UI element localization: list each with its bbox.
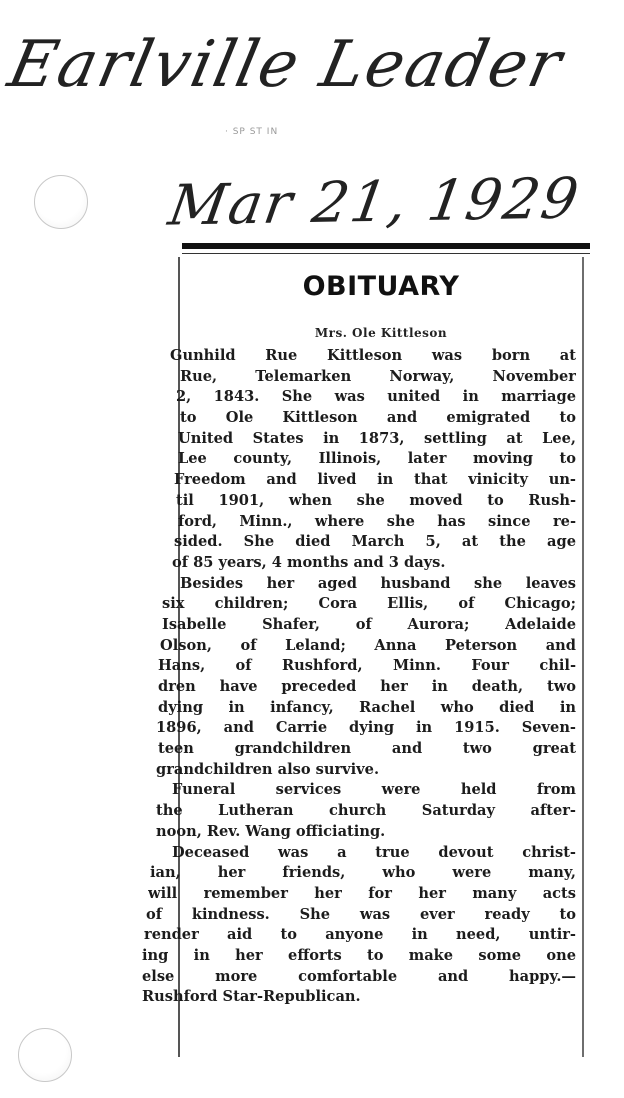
punch-hole-bottom	[18, 1028, 72, 1082]
obituary-line: render aid to anyone in need, untir-	[144, 926, 576, 944]
obituary-line: Funeral services were held from	[172, 781, 576, 799]
obituary-line: to Ole Kittleson and emigrated to	[180, 409, 576, 427]
obituary-line: 2, 1843. She was united in marriage	[176, 388, 576, 406]
obituary-line: of kindness. She was ever ready to	[146, 905, 576, 923]
obituary-line: dren have preceded her in death, two	[158, 678, 576, 695]
obituary-line: dying in infancy, Rachel who died in	[158, 698, 576, 716]
obituary-line: ian, her friends, who were many,	[150, 864, 576, 882]
obituary-body	[142, 346, 582, 1008]
clipping-top-thin-rule	[182, 253, 590, 254]
obituary-line: teen grandchildren and two great	[158, 740, 576, 758]
punch-hole-top	[34, 175, 88, 229]
obituary-line: ing in her efforts to make some one	[142, 946, 576, 964]
obituary-subhead: Mrs. Ole Kittleson	[314, 326, 448, 340]
obituary-line: grandchildren also survive.	[156, 760, 380, 778]
obituary-line: of 85 years, 4 months and 3 days.	[172, 553, 446, 571]
obituary-line: Isabelle Shafer, of Aurora; Adelaide	[162, 615, 576, 633]
obituary-line: Hans, of Rushford, Minn. Four chil-	[158, 657, 576, 675]
obituary-line: Rue, Telemarken Norway, November	[180, 367, 576, 385]
obituary-line: 1896, and Carrie dying in 1915. Seven-	[156, 719, 576, 737]
obituary-line: else more comfortable and happy.—	[142, 967, 576, 985]
obituary-line: Besides her aged husband she leaves	[180, 574, 576, 592]
handwritten-newspaper-name: Earlville Leader	[2, 28, 570, 102]
handwritten-date: Mar 21, 1929	[164, 166, 585, 239]
newspaper-clipping	[142, 243, 590, 1063]
obituary-line: Rushford Star-Republican.	[142, 988, 361, 1006]
obituary-line: six children; Cora Ellis, of Chicago;	[162, 595, 576, 613]
obituary-line: Freedom and lived in that vinicity un-	[174, 471, 576, 489]
obituary-headline: OBITUARY	[302, 271, 460, 302]
obituary-line: Gunhild Rue Kittleson was born at	[170, 347, 576, 364]
obituary-line: ford, Minn., where she has since re-	[178, 512, 576, 530]
obituary-line: United States in 1873, settling at Lee,	[178, 429, 576, 447]
obituary-line: Deceased was a true devout christ-	[172, 843, 576, 861]
obituary-line: noon, Rev. Wang officiating.	[156, 822, 386, 840]
obituary-line: will remember her for her many acts	[148, 884, 576, 902]
obituary-line: sided. She died March 5, at the age	[174, 533, 576, 551]
clipping-top-rule	[182, 243, 590, 249]
faint-printed-mark: · SP ST IN	[225, 127, 279, 137]
obituary-line: til 1901, when she moved to Rush-	[176, 491, 576, 509]
column-right-rule	[582, 257, 584, 1057]
obituary-line: Lee county, Illinois, later moving to	[178, 450, 576, 468]
obituary-line: the Lutheran church Saturday after-	[156, 802, 576, 820]
obituary-line: Olson, of Leland; Anna Peterson and	[160, 636, 576, 654]
